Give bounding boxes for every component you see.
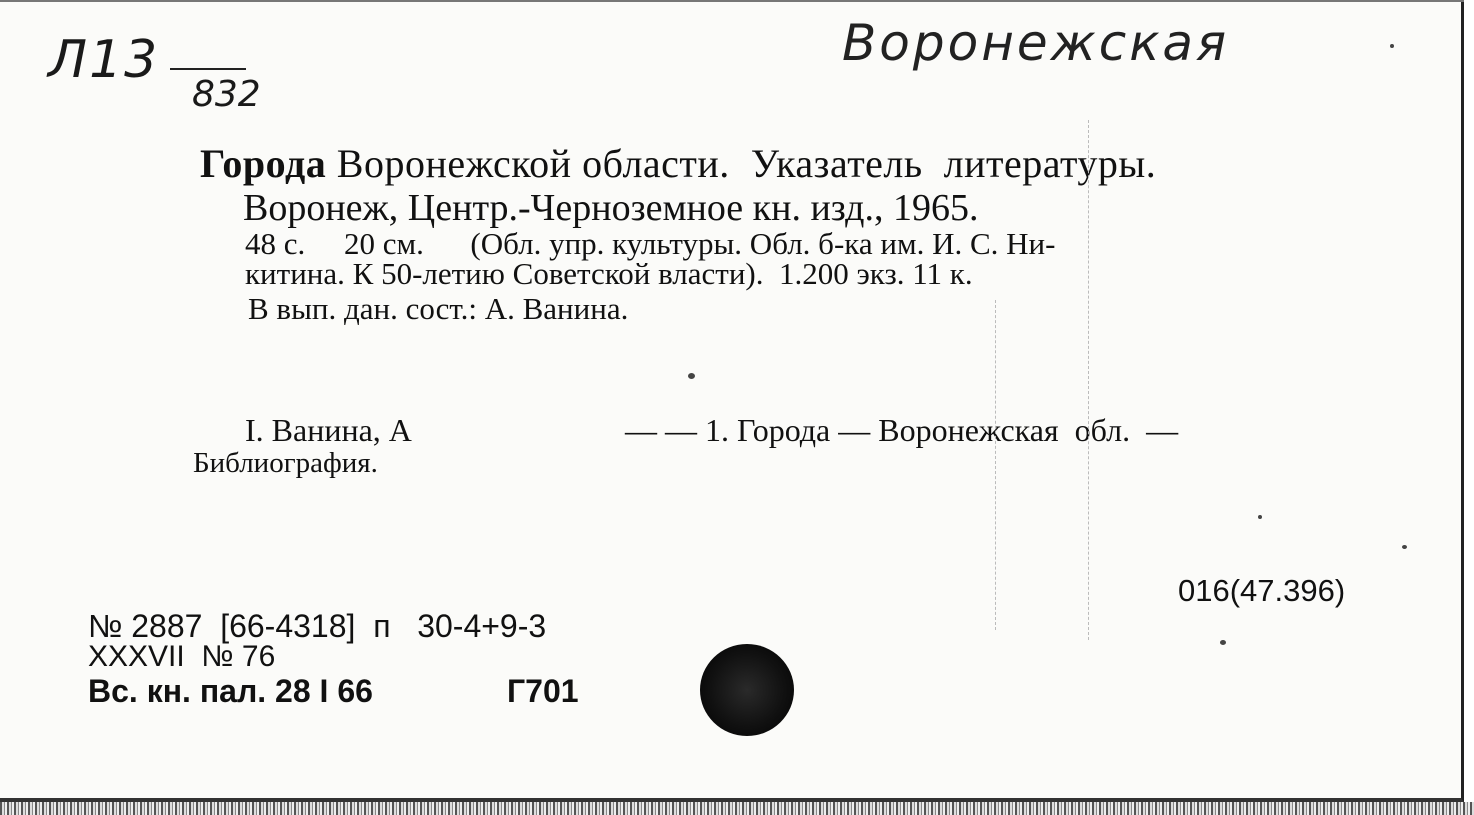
ink-speck (1390, 44, 1394, 48)
physical-description-line-1: 48 с. 20 см. (Обл. упр. культуры. Обл. б-ка им. И. С. Ни- (245, 226, 1056, 261)
shelf-mark-fraction-line (170, 68, 246, 70)
accession-line-3: Вс. кн. пал. 28 I 66 (88, 673, 373, 709)
ink-speck (1258, 515, 1262, 519)
ink-speck (1220, 640, 1226, 645)
classification-number: 016(47.396) (1178, 573, 1346, 608)
card-title (200, 140, 1156, 187)
card-bottom-edge (0, 802, 1474, 815)
handwritten-shelf-mark-bottom: 832 (192, 74, 261, 115)
publication-imprint: Воронеж, Центр.-Черноземное кн. изд., 1965. (243, 187, 979, 229)
handwritten-shelf-mark-top: Л13 (48, 30, 160, 90)
fold-guide-line (1088, 120, 1089, 640)
ink-speck (688, 373, 695, 379)
accession-code: Г701 (507, 673, 579, 709)
tracing-subject-continuation: Библиография. (193, 447, 378, 479)
tracing-subject: — — 1. Города — Воронежская обл. — (625, 412, 1179, 448)
accession-line-1: № 2887 [66-4318] п 30-4+9-3 (88, 608, 547, 644)
physical-description-line-2: китина. К 50-летию Советской власти). 1.200 экз. 11 к. (245, 256, 973, 291)
title-rest: Воронежской области. Указатель литературы. (326, 141, 1157, 186)
accession-line-2: XXXVII № 76 (88, 640, 276, 673)
card-top-edge (0, 0, 1464, 2)
punch-hole (700, 644, 794, 736)
handwritten-city-note: Воронежская (842, 14, 1230, 72)
ink-speck (1402, 545, 1407, 549)
title-heading-word: Города (200, 141, 327, 186)
tracing-author: I. Ванина, А (245, 412, 412, 448)
compiler-note: В вып. дан. сост.: А. Ванина. (248, 291, 629, 326)
fold-guide-line (995, 300, 996, 630)
